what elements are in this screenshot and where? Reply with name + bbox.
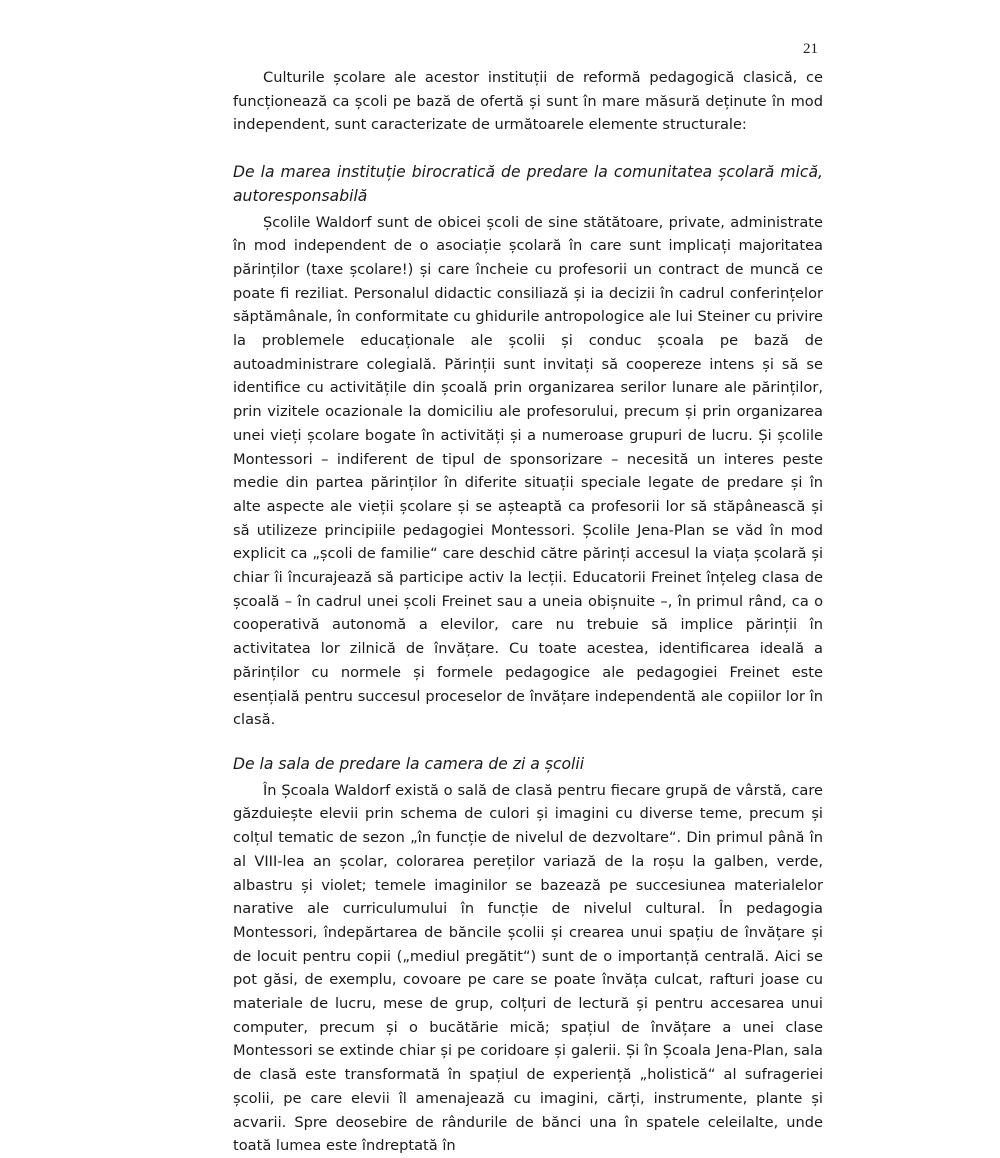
- section-heading-living-room-text: De la sala de predare la camera de zi a școlii: [233, 754, 585, 773]
- section-paragraph-living-room: În Școala Waldorf există o sală de clasă pentru fiecare grupă de vârstă, care găzduiește elevii prin schema de culori și imagini cu diverse teme, precum și colțul tematic de sezon „în funcție de nivelul de dezvoltare“. Din primul până în al VIII-lea an școlar, colorarea pereților variază de la roșu la galben, verde, albastru și violet; temele imaginilor se bazează pe succesiunea materialelor narative ale curriculumului în funcție de nivelul cultural. În pedagogia Montessori, îndepărtarea de băncile școlii și crearea unui spațiu de învățare și de locuit pentru copii („mediul pregătit“) sunt de o importanță centrală. Aici se pot găsi, de exemplu, covoare pe care se poate învăța culcat, rafturi joase cu materiale de lucru, mese de grup, colțuri de lectură și pentru accesarea unui computer, precum și o bucătărie mică; spațiul de învățare a unei clase Montessori se extinde chiar și pe coridoare și galerii. Și în Școala Jena-Plan, sala de clasă este transformată în spațiul de experiență „holistică“ al sufrageriei școlii, pe care elevii îl amenajează cu imagini, cărți, instrumente, plante și acvarii. Spre deosebire de rândurile de bănci una în spatele celeilalte, unde toată lumea este îndreptată în: [233, 781, 823, 1155]
- intro-paragraph: Culturile școlare ale acestor instituții de reformă pedagogică clasică, ce funcționează ca școli pe bază de ofertă și sunt în mare măsură deținute în mod independent, sunt caracterizate de următoarele elemente structurale:: [233, 69, 823, 134]
- page-body: [233, 66, 823, 1158]
- section-heading-institution: [233, 161, 823, 208]
- page-number: 21: [803, 41, 818, 57]
- section-heading-institution-text: De la marea instituție birocratică de predare la comunitatea școlară mică, autoresponsabilă: [233, 163, 823, 205]
- section-heading-living-room: [233, 753, 823, 777]
- section-paragraph-institution: Școlile Waldorf sunt de obicei școli de sine stătătoare, private, administrate în mod independent de o asociație școlară în care sunt implicați majoritatea părinților (taxe școlare!) și care încheie cu profesorii un contract de muncă ce poate fi reziliat. Personalul didactic consiliază și ia decizii în cadrul conferințelor săptămânale, în conformitate cu ghidurile antropologice ale lui Steiner cu privire la problemele educaționale ale școlii și conduc școala pe bază de autoadministrare colegială. Părinții sunt invitați să coopereze intens și să se identifice cu activitățile din școală prin organizarea serilor lunare ale părinților, prin vizitele ocazionale la domiciliu ale profesorului, precum și prin organizarea unei vieți școlare bogate în activități și a numeroase grupuri de lucru. Și școlile Montessori – indiferent de tipul de sponsorizare – necesită un interes peste medie din partea părinților în diferite situații speciale legate de predare și în alte aspecte ale vieții școlare și se așteaptă ca profesorii lor să stăpânească și să utilizeze principiile pedagogiei Montessori. Școlile Jena-Plan se văd în mod explicit ca „școli de familie“ care deschid către părinți accesul la viața școlară și chiar îi încurajează să participe activ la lecții. Educatorii Freinet înțeleg clasa de școală – în cadrul unei școli Freinet sau a uneia obișnuite –, în primul rând, ca o cooperativă autonomă a elevilor, care nu trebuie să implice părinții în activitatea lor zilnică de învățare. Cu toate acestea, identificarea ideală a părinților cu normele și formele pedagogice ale pedagogiei Freinet este esențială pentru succesul proceselor de învățare independentă ale copiilor lor în clasă.: [233, 213, 823, 729]
